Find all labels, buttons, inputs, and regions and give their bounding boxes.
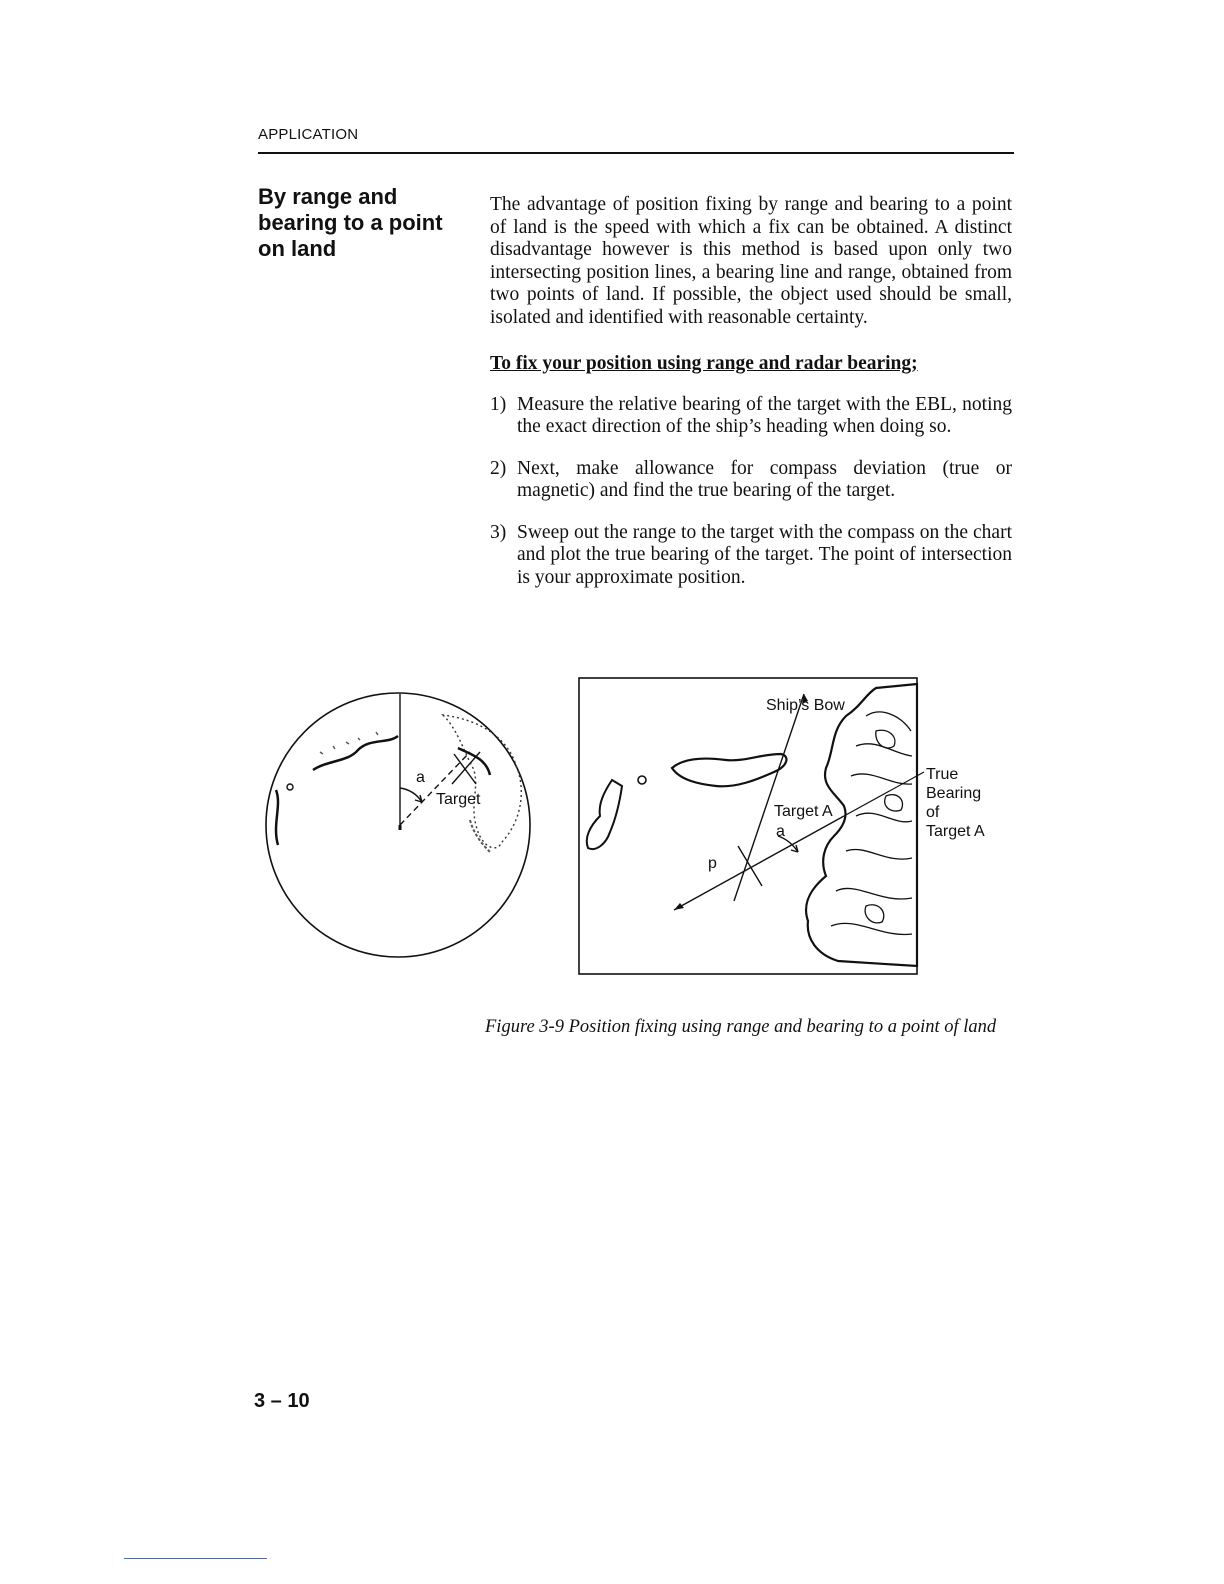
footer-divider: [124, 1558, 267, 1559]
step-number: 3): [490, 521, 507, 543]
bearing-line: [400, 752, 470, 825]
island-center: [672, 754, 786, 786]
steps-list: [490, 394, 1012, 590]
islet-left: [287, 784, 293, 790]
step-text: Sweep out the range to the target with the compass on the chart and plot the true bearing of the target. The point of intersection is your approximate position.: [517, 521, 1012, 588]
coastline-left: [276, 790, 278, 845]
section-heading: By range and bearing to a point on land: [258, 184, 443, 261]
steps-title: To fix your position using range and radar bearing;: [490, 353, 918, 374]
chart-plot-figure: [576, 676, 996, 981]
true-bearing-label-4: Target A: [926, 823, 985, 840]
step-number: 1): [490, 393, 507, 415]
radar-ring: [266, 693, 530, 957]
ships-bow-label: Ship’s Bow: [766, 697, 845, 714]
radar-display-figure: [258, 680, 558, 980]
step-item: [490, 394, 1012, 439]
heading-line: [734, 694, 804, 901]
target-a-label: Target A: [774, 803, 833, 820]
step-number: 2): [490, 457, 507, 479]
true-bearing-label-3: of: [926, 804, 940, 821]
section-header-label: APPLICATION: [258, 126, 359, 143]
page-number: 3 – 10: [254, 1390, 310, 1412]
coastline-top-left: [313, 736, 398, 770]
angle-label: a: [776, 823, 785, 840]
step-text: Next, make allowance for compass deviation (true or magnetic) and find the true bearing of the target.: [517, 457, 1012, 501]
intro-paragraph: The advantage of position fixing by range and bearing to a point of land is the speed with which a fix can be obtained. A distinct disadvantage however is this method is based upon only two intersecting position lines, a bearing line and range, obtained from two points of land. If possible, the object used should be small, isolated and identified with reasonable certainty.: [490, 194, 1012, 328]
island-left: [587, 780, 622, 849]
bearing-arrowhead: [674, 903, 684, 910]
header-divider: [258, 152, 1014, 154]
step-text: Measure the relative bearing of the target with the EBL, noting the exact direction of the ship’s heading when doing so.: [517, 393, 1012, 437]
body-column: [490, 194, 1012, 608]
land-coastline: [806, 684, 917, 966]
true-bearing-label-2: Bearing: [926, 785, 982, 802]
bearing-angle-arc: [400, 788, 422, 802]
figure-caption: Figure 3-9 Position fixing using range and bearing to a point of land: [485, 1017, 997, 1037]
islet-left: [638, 776, 646, 784]
step-item: [490, 522, 1012, 590]
angle-label: a: [416, 769, 425, 786]
true-bearing-label-1: True: [926, 766, 959, 783]
step-item: [490, 458, 1012, 503]
target-label: Target: [436, 791, 481, 808]
position-label: p: [708, 855, 717, 872]
